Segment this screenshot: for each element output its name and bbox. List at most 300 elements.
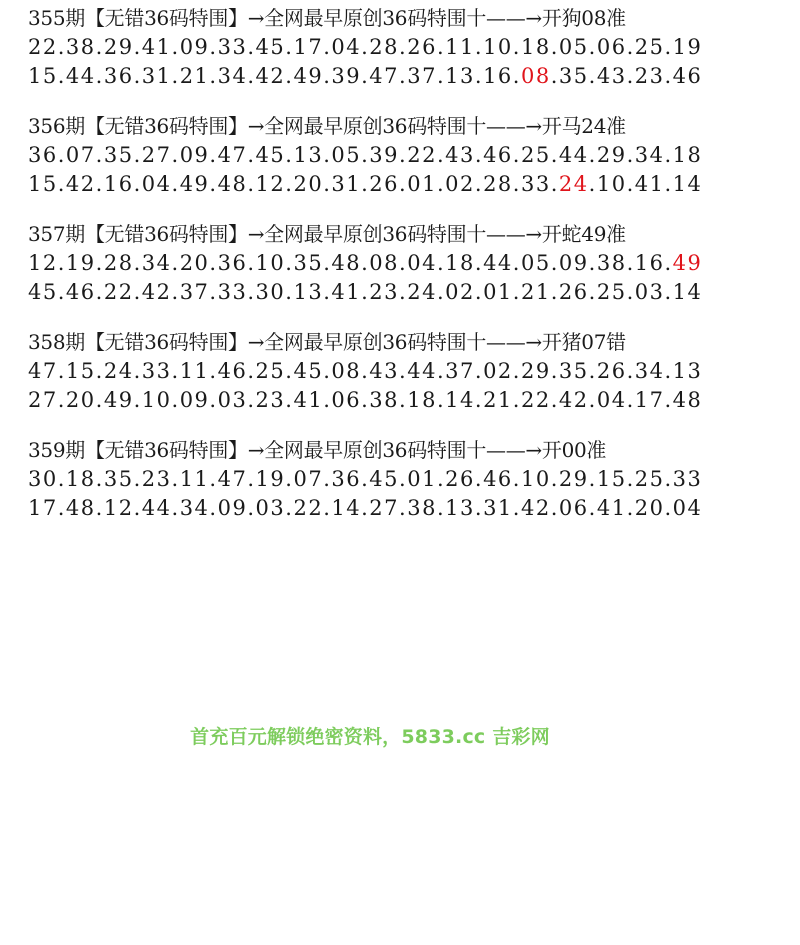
number: 23 (141, 467, 172, 491)
number: 23 (255, 388, 286, 412)
number-separator: . (171, 496, 180, 520)
period-block (28, 112, 796, 199)
number-separator: . (133, 388, 142, 412)
number-separator: . (626, 172, 635, 196)
number: 36 (331, 467, 362, 491)
number: 43 (369, 359, 400, 383)
promo-footer-text: 首充百元解锁绝密资料，5833.cc 吉彩网 (190, 726, 550, 748)
number: 42 (520, 496, 551, 520)
number: 14 (672, 280, 703, 304)
number-separator: . (95, 280, 104, 304)
number: 30 (28, 467, 58, 491)
number: 45 (369, 467, 400, 491)
number: 27 (369, 496, 400, 520)
number-separator: . (512, 35, 521, 59)
number-separator: . (588, 496, 597, 520)
number-separator: . (171, 467, 180, 491)
number: 49 (293, 64, 324, 88)
number-separator: . (588, 467, 597, 491)
number: 46 (217, 359, 248, 383)
number-separator: . (664, 35, 673, 59)
number-separator: . (399, 143, 408, 167)
number-separator: . (95, 143, 104, 167)
number-separator: . (474, 359, 484, 383)
number: 18 (672, 143, 703, 167)
number: 09 (217, 496, 248, 520)
number: 10 (520, 467, 551, 491)
number-row (28, 494, 796, 523)
number: 43 (596, 64, 627, 88)
number-separator: . (247, 35, 256, 59)
number-separator: . (436, 143, 446, 167)
number: 29 (558, 467, 589, 491)
number: 18 (520, 35, 551, 59)
number: 02 (445, 280, 475, 304)
number-separator: . (436, 64, 446, 88)
number: 13 (293, 143, 324, 167)
number: 13 (445, 496, 475, 520)
number-separator: . (361, 172, 370, 196)
number: 03 (634, 280, 665, 304)
number-separator: . (247, 251, 256, 275)
period-block (28, 328, 796, 415)
number-separator: . (209, 64, 218, 88)
number-separator: . (664, 467, 673, 491)
number: 03 (255, 496, 286, 520)
number-separator: . (171, 35, 180, 59)
number: 42 (65, 172, 96, 196)
number-separator: . (436, 359, 446, 383)
number: 24 (407, 280, 437, 304)
number-separator: . (550, 143, 559, 167)
number: 47 (217, 143, 248, 167)
number-separator: . (247, 388, 256, 412)
number: 41 (331, 280, 362, 304)
number-separator: . (550, 359, 559, 383)
number: 46 (65, 280, 96, 304)
number-separator: . (474, 172, 484, 196)
number-separator: . (588, 359, 597, 383)
number-separator: . (626, 496, 635, 520)
number-row (28, 357, 796, 386)
number: 16 (103, 172, 134, 196)
number-separator: . (399, 388, 408, 412)
number: 13 (293, 280, 324, 304)
number-separator: . (285, 172, 294, 196)
number: 11 (179, 359, 210, 383)
number-separator: . (209, 388, 218, 412)
number-separator: . (664, 359, 673, 383)
number-separator: . (550, 35, 559, 59)
number-separator: . (550, 496, 559, 520)
number-separator: . (247, 467, 256, 491)
period-title: 356期【无错36码特围】→全网最早原创36码特围十——→开马24准 (28, 114, 626, 138)
number: 38 (369, 388, 400, 412)
number-row (28, 62, 796, 91)
number: 35 (103, 467, 134, 491)
number: 20 (65, 388, 96, 412)
number: 05 (558, 35, 589, 59)
number: 34 (217, 64, 248, 88)
number-separator: . (323, 35, 332, 59)
number: 45 (28, 280, 58, 304)
number: 46 (672, 64, 703, 88)
number-separator: . (550, 467, 559, 491)
number-separator: . (247, 64, 256, 88)
number: 10 (483, 35, 513, 59)
number: 35 (558, 64, 589, 88)
number-separator: . (550, 388, 559, 412)
number-separator: . (626, 64, 635, 88)
number: 29 (596, 143, 627, 167)
number: 38 (596, 251, 627, 275)
number: 29 (103, 35, 134, 59)
number: 15 (28, 172, 58, 196)
number-separator: . (361, 35, 370, 59)
number: 17 (634, 388, 665, 412)
number: 37 (407, 64, 437, 88)
number-separator: . (664, 496, 673, 520)
number-separator: . (474, 64, 484, 88)
number: 08 (369, 251, 400, 275)
number-separator: . (399, 64, 408, 88)
number: 36 (103, 64, 134, 88)
number: 48 (65, 496, 96, 520)
number: 01 (407, 172, 437, 196)
number: 09 (179, 388, 210, 412)
number: 11 (445, 35, 475, 59)
number-separator: . (399, 280, 408, 304)
number-row (28, 33, 796, 62)
number: 19 (255, 467, 286, 491)
number-separator: . (664, 251, 673, 275)
number: 31 (483, 496, 513, 520)
number-separator: . (285, 388, 294, 412)
number-separator: . (209, 172, 218, 196)
number-separator: . (436, 388, 446, 412)
number-separator: . (474, 280, 484, 304)
number: 44 (558, 143, 589, 167)
number: 15 (596, 467, 627, 491)
number-separator: . (626, 280, 635, 304)
number: 47 (28, 359, 58, 383)
number: 35 (293, 251, 324, 275)
number: 06 (596, 35, 627, 59)
number-separator: . (133, 64, 142, 88)
number-separator: . (474, 496, 484, 520)
number-separator: . (436, 35, 446, 59)
number: 13 (445, 64, 475, 88)
number-row (28, 278, 796, 307)
number-separator: . (512, 143, 521, 167)
period-title: 359期【无错36码特围】→全网最早原创36码特围十——→开00准 (28, 438, 607, 462)
number: 09 (558, 251, 589, 275)
winning-number: 49 (672, 251, 703, 275)
number-separator: . (626, 359, 635, 383)
number-separator: . (588, 251, 597, 275)
number-separator: . (588, 143, 597, 167)
number: 47 (217, 467, 248, 491)
number-separator: . (133, 143, 142, 167)
number: 34 (634, 359, 665, 383)
number-separator: . (57, 172, 66, 196)
number-separator: . (323, 388, 332, 412)
number: 45 (293, 359, 324, 383)
number-separator: . (361, 496, 370, 520)
prediction-list (28, 4, 796, 544)
number: 42 (141, 280, 172, 304)
number: 25 (255, 359, 286, 383)
number: 22 (407, 143, 437, 167)
number: 18 (445, 251, 475, 275)
number-separator: . (171, 359, 180, 383)
number-separator: . (133, 280, 142, 304)
number: 47 (369, 64, 400, 88)
number: 37 (179, 280, 210, 304)
number-separator: . (133, 35, 142, 59)
number-separator: . (436, 251, 446, 275)
number-separator: . (626, 35, 635, 59)
number: 33 (217, 35, 248, 59)
winning-number: 24 (558, 172, 589, 196)
number-separator: . (171, 64, 180, 88)
period-title: 355期【无错36码特围】→全网最早原创36码特围十——→开狗08准 (28, 6, 626, 30)
number-separator: . (57, 280, 66, 304)
number-separator: . (95, 359, 104, 383)
number-separator: . (626, 467, 635, 491)
number: 19 (65, 251, 96, 275)
number: 48 (331, 251, 362, 275)
number-separator: . (626, 251, 635, 275)
number: 49 (179, 172, 210, 196)
number-separator: . (512, 359, 521, 383)
number-separator: . (57, 64, 66, 88)
number-separator: . (209, 496, 218, 520)
number: 45 (255, 35, 286, 59)
number: 13 (672, 359, 703, 383)
number: 16 (634, 251, 665, 275)
number: 43 (445, 143, 475, 167)
number-separator: . (550, 280, 559, 304)
number: 41 (596, 496, 627, 520)
number: 04 (596, 388, 627, 412)
number: 36 (217, 251, 248, 275)
number-separator: . (209, 359, 218, 383)
number-separator: . (626, 388, 635, 412)
number: 26 (445, 467, 475, 491)
number-separator: . (285, 64, 294, 88)
number: 25 (634, 467, 665, 491)
number: 38 (407, 496, 437, 520)
number: 21 (520, 280, 551, 304)
number-separator: . (399, 35, 408, 59)
number-separator: . (512, 172, 521, 196)
number: 30 (255, 280, 286, 304)
number: 42 (558, 388, 589, 412)
number: 02 (445, 172, 475, 196)
number: 33 (672, 467, 703, 491)
number-separator: . (247, 496, 256, 520)
number-separator: . (285, 35, 294, 59)
number: 07 (293, 467, 324, 491)
number: 14 (331, 496, 362, 520)
number-separator: . (399, 467, 408, 491)
number: 48 (672, 388, 703, 412)
number: 07 (65, 143, 96, 167)
number-separator: . (57, 496, 66, 520)
number: 05 (520, 251, 551, 275)
number: 20 (634, 496, 665, 520)
number: 17 (293, 35, 324, 59)
number-separator: . (285, 280, 294, 304)
number-separator: . (57, 251, 66, 275)
number: 34 (179, 496, 210, 520)
number: 22 (28, 35, 58, 59)
number: 14 (445, 388, 475, 412)
winning-number: 08 (520, 64, 551, 88)
number-separator: . (323, 251, 332, 275)
period-title: 357期【无错36码特围】→全网最早原创36码特围十——→开蛇49准 (28, 222, 626, 246)
number: 25 (596, 280, 627, 304)
number: 34 (634, 143, 665, 167)
number-separator: . (247, 143, 256, 167)
period-block (28, 220, 796, 307)
number: 22 (293, 496, 324, 520)
number: 44 (483, 251, 513, 275)
number-separator: . (664, 172, 673, 196)
number-separator: . (399, 359, 408, 383)
number-separator: . (133, 172, 142, 196)
number-row (28, 386, 796, 415)
number-separator: . (361, 251, 370, 275)
number: 28 (103, 251, 134, 275)
number-separator: . (512, 388, 521, 412)
number-separator: . (436, 280, 446, 304)
number: 16 (483, 64, 513, 88)
number: 18 (407, 388, 437, 412)
number-separator: . (588, 35, 597, 59)
number-separator: . (436, 496, 446, 520)
number-separator: . (57, 35, 66, 59)
number: 03 (217, 388, 248, 412)
number-separator: . (588, 64, 597, 88)
number-separator: . (664, 64, 673, 88)
number-separator: . (285, 467, 294, 491)
number: 26 (369, 172, 400, 196)
number: 10 (596, 172, 627, 196)
number-separator: . (57, 143, 66, 167)
number-separator: . (361, 280, 370, 304)
number: 06 (331, 388, 362, 412)
number-separator: . (626, 143, 635, 167)
number: 10 (141, 388, 172, 412)
number-separator: . (361, 359, 370, 383)
number-separator: . (95, 467, 104, 491)
number-separator: . (171, 251, 180, 275)
number: 12 (103, 496, 134, 520)
number-separator: . (95, 35, 104, 59)
number-separator: . (512, 64, 521, 88)
number: 10 (255, 251, 286, 275)
number-separator: . (474, 143, 484, 167)
number: 25 (634, 35, 665, 59)
number-separator: . (436, 467, 446, 491)
number: 29 (520, 359, 551, 383)
number-separator: . (247, 359, 256, 383)
number: 49 (103, 388, 134, 412)
number: 27 (141, 143, 172, 167)
number: 33 (141, 359, 172, 383)
number: 21 (483, 388, 513, 412)
number: 46 (483, 143, 513, 167)
number: 28 (483, 172, 513, 196)
number: 19 (672, 35, 703, 59)
number: 06 (558, 496, 589, 520)
number-row (28, 141, 796, 170)
period-title: 358期【无错36码特围】→全网最早原创36码特围十——→开猪07错 (28, 330, 626, 354)
number: 17 (28, 496, 58, 520)
number-separator: . (664, 388, 673, 412)
number-separator: . (285, 359, 294, 383)
number-separator: . (436, 172, 446, 196)
number: 04 (331, 35, 362, 59)
number: 23 (634, 64, 665, 88)
number-row (28, 170, 796, 199)
number: 42 (255, 64, 286, 88)
number: 25 (520, 143, 551, 167)
number-separator: . (474, 388, 484, 412)
number: 26 (407, 35, 437, 59)
number-separator: . (95, 496, 104, 520)
number-separator: . (57, 359, 66, 383)
number-separator: . (171, 172, 180, 196)
number: 15 (65, 359, 96, 383)
number-separator: . (323, 359, 332, 383)
number-separator: . (474, 467, 484, 491)
number-separator: . (361, 388, 370, 412)
number: 41 (634, 172, 665, 196)
number-separator: . (95, 64, 104, 88)
number: 35 (558, 359, 589, 383)
number-separator: . (57, 388, 66, 412)
number: 23 (369, 280, 400, 304)
number: 44 (407, 359, 437, 383)
number: 45 (255, 143, 286, 167)
number: 04 (141, 172, 172, 196)
number-separator: . (95, 251, 104, 275)
number: 20 (293, 172, 324, 196)
number: 24 (103, 359, 134, 383)
number-separator: . (323, 172, 332, 196)
number-separator: . (399, 172, 408, 196)
number: 04 (672, 496, 703, 520)
number-separator: . (474, 251, 484, 275)
number-separator: . (133, 467, 142, 491)
number: 02 (483, 359, 513, 383)
number: 33 (520, 172, 551, 196)
number-separator: . (399, 496, 408, 520)
number: 09 (179, 143, 210, 167)
number-separator: . (285, 143, 294, 167)
period-block (28, 436, 796, 523)
number: 09 (179, 35, 210, 59)
period-block (28, 4, 796, 91)
number: 12 (28, 251, 58, 275)
number-separator: . (512, 496, 521, 520)
number-separator: . (550, 251, 559, 275)
number-separator: . (209, 251, 218, 275)
number: 37 (445, 359, 475, 383)
